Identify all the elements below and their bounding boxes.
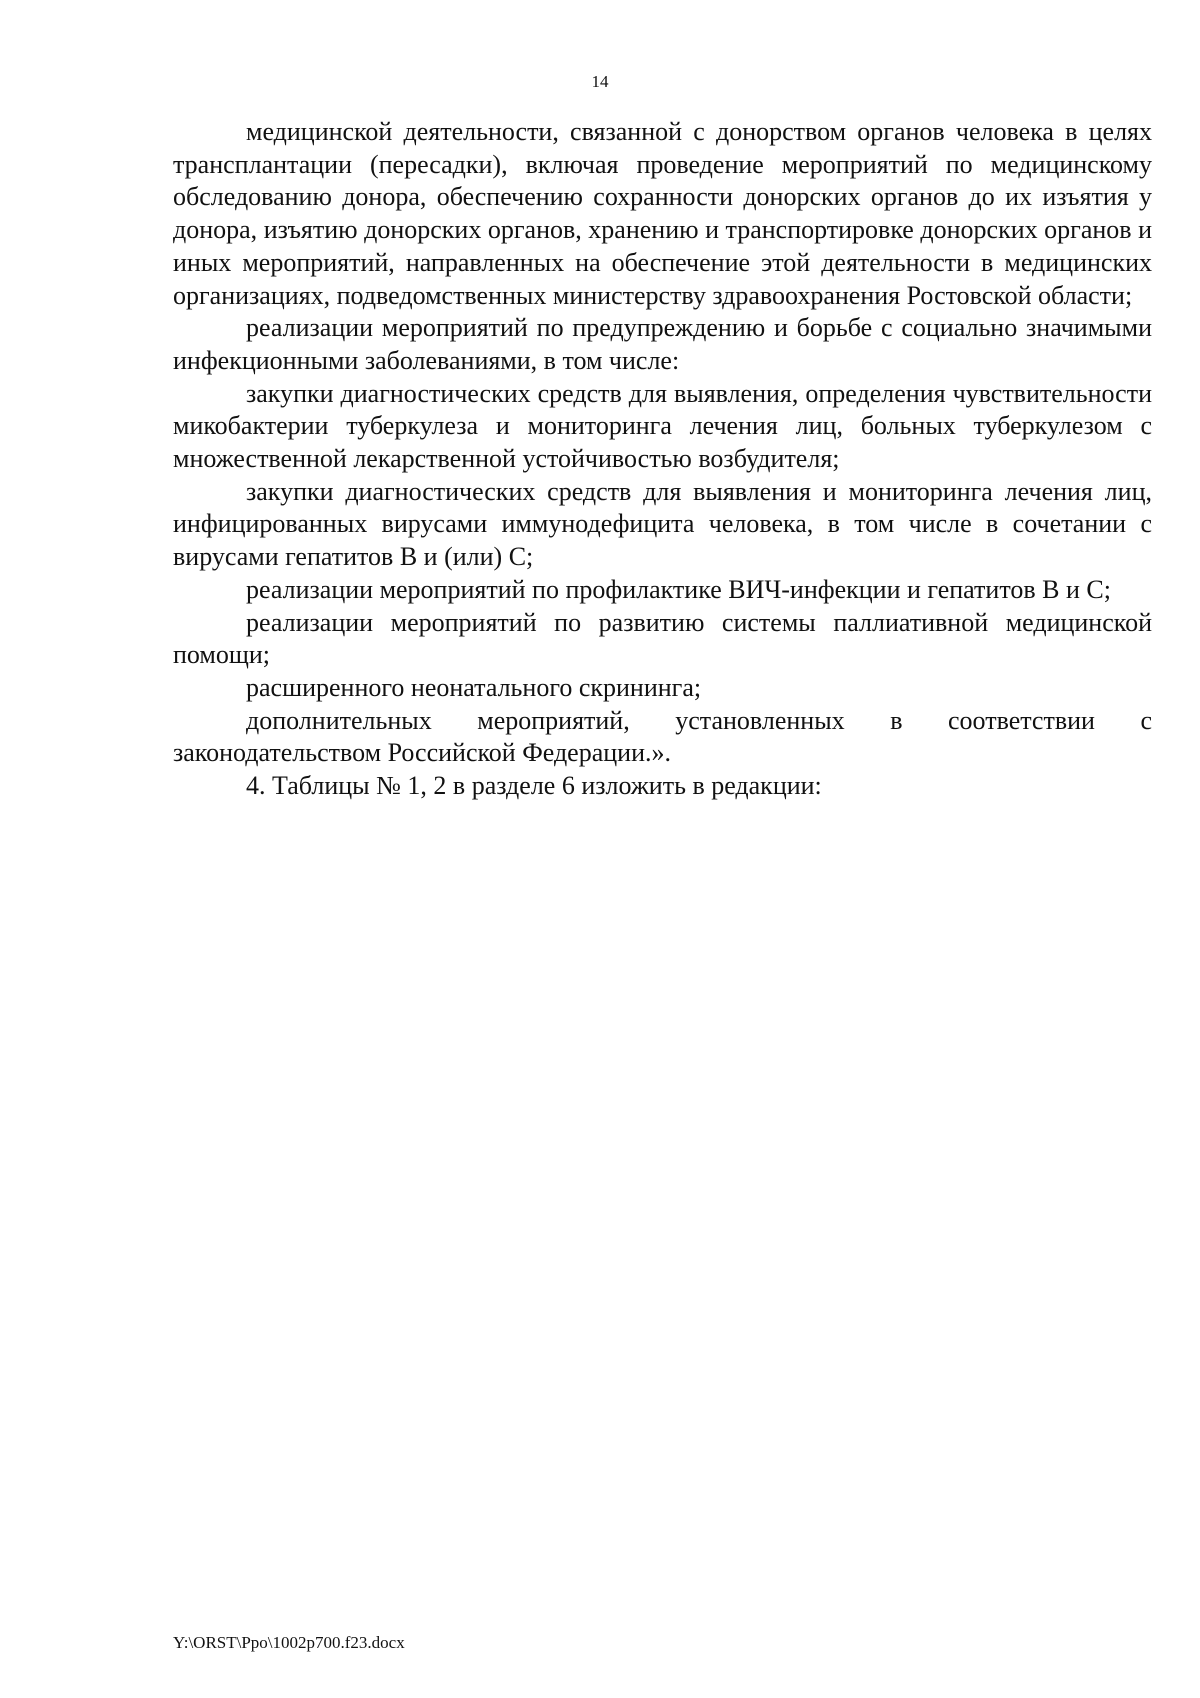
paragraph-hiv-diagnostics: закупки диагностических средств для выявления и мониторинга лечения лиц, инфицированных вирусами иммунодефицита человека, в том числе в сочетании с вирусами гепатитов B и (или) C; xyxy=(173,476,1152,572)
document-body xyxy=(173,116,1152,803)
paragraph-tuberculosis: закупки диагностических средств для выявления, определения чувствительности микобактерии туберкулеза и мониторинга лечения лиц, больных туберкулезом с множественной лекарственной устойчивостью возбудителя; xyxy=(173,378,1152,474)
paragraph-tables-amendment: 4. Таблицы № 1, 2 в разделе 6 изложить в редакции: xyxy=(246,771,822,801)
footer-file-path: Y:\ORST\Ppo\1002p700.f23.docx xyxy=(173,1633,405,1652)
paragraph-palliative-care: реализации мероприятий по развитию системы паллиативной медицинской помощи; xyxy=(173,607,1152,670)
paragraph-additional-measures: дополнительных мероприятий, установленных в соответствии с законодательством Российской Федерации.». xyxy=(173,705,1152,768)
paragraph-donor-activity: медицинской деятельности, связанной с донорством органов человека в целях трансплантации (пересадки), включая проведение мероприятий по медицинскому обследованию донора, обеспечению сохранности донорских органов до их изъятия у донора, изъятию донорских органов, хранению и транспортировке донорских органов и иных мероприятий, направленных на обеспечение этой деятельности в медицинских организациях, подведомственных министерству здравоохранения Ростовской области; xyxy=(173,117,1152,310)
paragraph-hiv-prevention: реализации мероприятий по профилактике ВИЧ-инфекции и гепатитов B и C; xyxy=(246,574,1111,604)
page-number: 14 xyxy=(591,72,609,91)
paragraph-infectious-diseases: реализации мероприятий по предупреждению и борьбе с социально значимыми инфекционными заболеваниями, в том числе: xyxy=(173,313,1152,375)
paragraph-neonatal-screening: расширенного неонатального скрининга; xyxy=(246,672,702,702)
